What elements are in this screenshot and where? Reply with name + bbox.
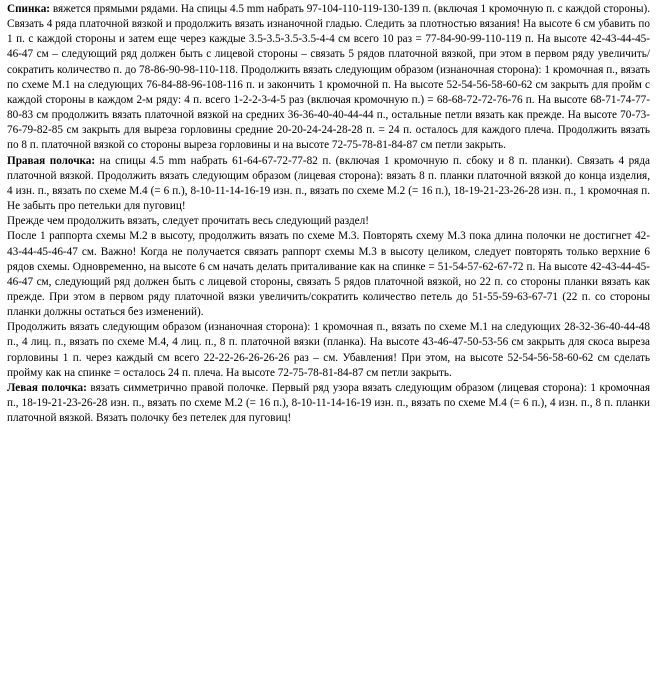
heading-back: Спинка:	[7, 3, 51, 15]
paragraph-pattern-repeat	[7, 229, 650, 320]
text-left-front: вязать симметрично правой полочке. Первый ряд узора вязать следующим образом (лицевая сторона): 1 кромочная п., 18-19-21-23-26-28 изн. п., вязать по схеме M.2 (= 16 п.), 8-10-11-14-16-19 изн. п., вязать по схеме M.4 (= 6 п.), 4 изн. п., 8 п. планки платочной вязкой. Вязать полочку без петелек для пуговиц!	[7, 381, 650, 425]
text-right-front: на спицы 4.5 mm набрать 61-64-67-72-77-82 п. (включая 1 кромочную п. сбоку и 8 п. планки). Связать 4 ряда платочной вязкой. Продолжить вязать следующим образом (лицевая сторона): вязать 8 п. планки платочной вязкой до конца изделия, 4 изн. п., вязать по схеме M.4 (= 6 п.), 8-10-11-14-16-19 изн. п., вязать по схеме M.2 (= 16 п.), 18-19-21-23-26-28 изн. п., 1 кромочная п. Не забыть про петельки для пуговиц!	[7, 154, 650, 213]
text-pattern-repeat: После 1 раппорта схемы M.2 в высоту, продолжить вязать по схеме M.3. Повторять схему M.3 пока длина полочки не достигнет 42-43-44-45-46-47 см. Важно! Когда не получается связать раппорт схемы M.3 в высоту целиком, следует повторять только верхние 6 рядов схемы. Одновременно, на высоте 6 см начать делать приталивание как на спинке = 51-54-57-62-67-72 п. На высоте 42-43-44-45-46-47 см, следующий ряд должен быть с лицевой стороны, связать 5 рядов платочной вязкой, но 22 п. со стороны планки вязать как прежде. При этом в первом ряду платочной вязки увеличить/сократить количество петель до 51-55-59-63-67-71 (22 п. со стороны планки должны остаться без изменений).	[7, 230, 650, 319]
paragraph-left-front	[7, 381, 650, 426]
text-back: вяжется прямыми рядами. На спицы 4.5 mm набрать 97-104-110-119-130-139 п. (включая 1 кромочную п. с каждой стороны). Связать 4 ряда платочной вязкой и продолжить вязать изнаночной гладью. Следить за плотностью вязания! На высоте 6 см убавить по 1 п. с каждой стороны и затем еще через каждые 3.5-3.5-3.5-3.5-4-4 см всего 10 раз = 77-84-90-99-110-119 п. На высоте 42-43-44-45-46-47 см – следующий ряд должен быть с лицевой стороны – связать 5 рядов платочной вязкой, при этом в первом ряду увеличить/сократить количество п. до 78-86-90-98-110-118. Продолжить вязать следующим образом (изнаночная сторона): 1 кромочная п., вязать по схеме M.1 на следующих 76-84-88-96-108-116 п. и закончить 1 кромочной п. На высоте 52-54-56-58-60-62 см закрыть для пройм с каждой стороны в каждом 2-м ряду: 4 п. всего 1-2-2-3-4-5 раз (включая кромочную п.) = 68-68-72-72-76-76 п. На высоте 68-71-74-77-80-83 см продолжить вязать платочной вязкой на средних 36-36-40-40-44-44 п., остальные петли вязать как прежде. На высоте 70-73-76-79-82-85 см закрыть для выреза горловины средние 20-20-24-24-28-28 п. = 24 п. осталось для каждого плеча. Продолжить вязать по 8 п. платочной вязкой со стороны выреза горловины и на высоте 72-75-78-81-84-87 см петли закрыть.	[7, 3, 650, 152]
paragraph-back	[7, 2, 650, 154]
paragraph-read-note	[7, 214, 650, 229]
paragraph-right-front	[7, 154, 650, 215]
text-continue: Продолжить вязать следующим образом (изнаночная сторона): 1 кромочная п., вязать по схеме M.1 на следующих 28-32-36-40-44-48 п., 4 лиц. п., вязать по схеме M.4, 4 лиц. п., 8 п. платочной вязки (планка). На высоте 43-46-47-50-53-56 см закрыть для скоса выреза горловины 1 п. через каждый см всего 22-22-26-26-26-26 раз – см. Убавления! При этом, на высоте 52-54-56-58-60-62 см сделать пройму как на спинке = осталось 24 п. плеча. На высоте 72-75-78-81-84-87 см петли закрыть.	[7, 321, 650, 379]
heading-right-front: Правая полочка:	[7, 154, 96, 167]
paragraph-continue	[7, 320, 650, 381]
heading-left-front: Левая полочка:	[7, 381, 87, 394]
text-read-note: Прежде чем продолжить вязать, следует прочитать весь следующий раздел!	[7, 215, 369, 228]
